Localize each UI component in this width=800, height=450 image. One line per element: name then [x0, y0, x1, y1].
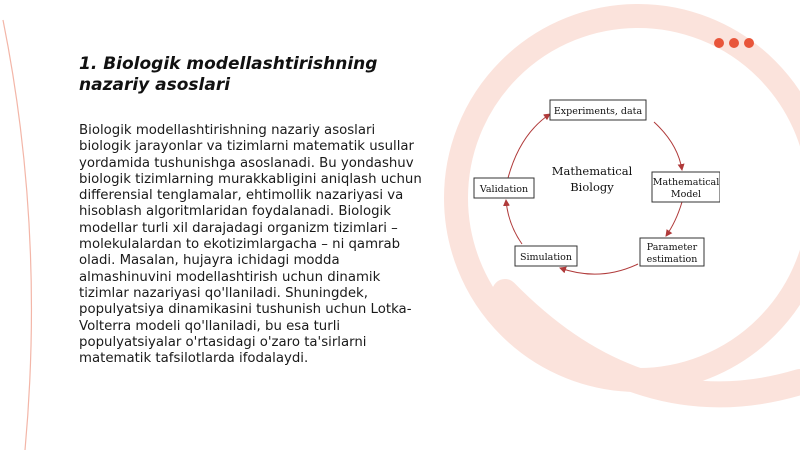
dot-icon [714, 38, 724, 48]
node-validation [474, 178, 534, 198]
left-edge-curve [3, 20, 31, 450]
center-label-line-2: Biology [570, 180, 614, 194]
slide-title: 1. Biologik modellashtirishning nazariy asoslari [79, 54, 378, 95]
node-experiments-data [550, 100, 646, 120]
node-parameter-estimation [640, 238, 704, 266]
svg-text:Model: Model [670, 189, 702, 200]
arrow-experiments-to-model [654, 122, 682, 170]
menu-dots [714, 38, 754, 48]
center-label-line-1: Mathematical [551, 164, 633, 178]
math-biology-cycle-diagram [460, 92, 720, 292]
svg-text:Mathematical: Mathematical [652, 177, 720, 188]
svg-text:Validation: Validation [479, 184, 529, 195]
svg-text:Simulation: Simulation [519, 252, 573, 263]
svg-text:Parameter: Parameter [646, 242, 698, 253]
arrow-simulation-to-validation [506, 200, 522, 244]
node-simulation [515, 246, 577, 266]
arrow-validation-to-experiments [508, 114, 550, 178]
arrow-model-to-parameter [666, 202, 682, 236]
slide-body-text: Biologik modellashtirishning nazariy asoslari biologik jarayonlar va tizimlarni matematik usullar yordamida tushunishga asoslanadi. Bu yondashuv biologik tizimlarning murakkabligini aniqlash uchun differensial tenglamalar, ehtimollik nazariyasi va hisoblash algoritmlaridan foydalanadi. Biologik modellar turli xil darajadagi organizm tizimlari – molekulalardan to ekotizimlargacha – ni qamrab oladi. Masalan, hujayra ichidagi modda almashinuvini modellashtirish uchun dinamik tizimlar nazariyasi qo'llaniladi. Shuningdek, populyatsiya dinamikasini tushunish uchun Lotka-Volterra modeli qo'llaniladi, bu esa turli populyatsiyalar o'rtasidagi o'zaro ta'sirlarni matematik tafsilotlarda ifodalaydi. [79, 123, 422, 367]
node-mathematical-model [652, 172, 720, 202]
dot-icon [744, 38, 754, 48]
dot-icon [729, 38, 739, 48]
svg-text:Experiments, data: Experiments, data [553, 106, 643, 117]
svg-text:estimation: estimation [646, 254, 698, 265]
